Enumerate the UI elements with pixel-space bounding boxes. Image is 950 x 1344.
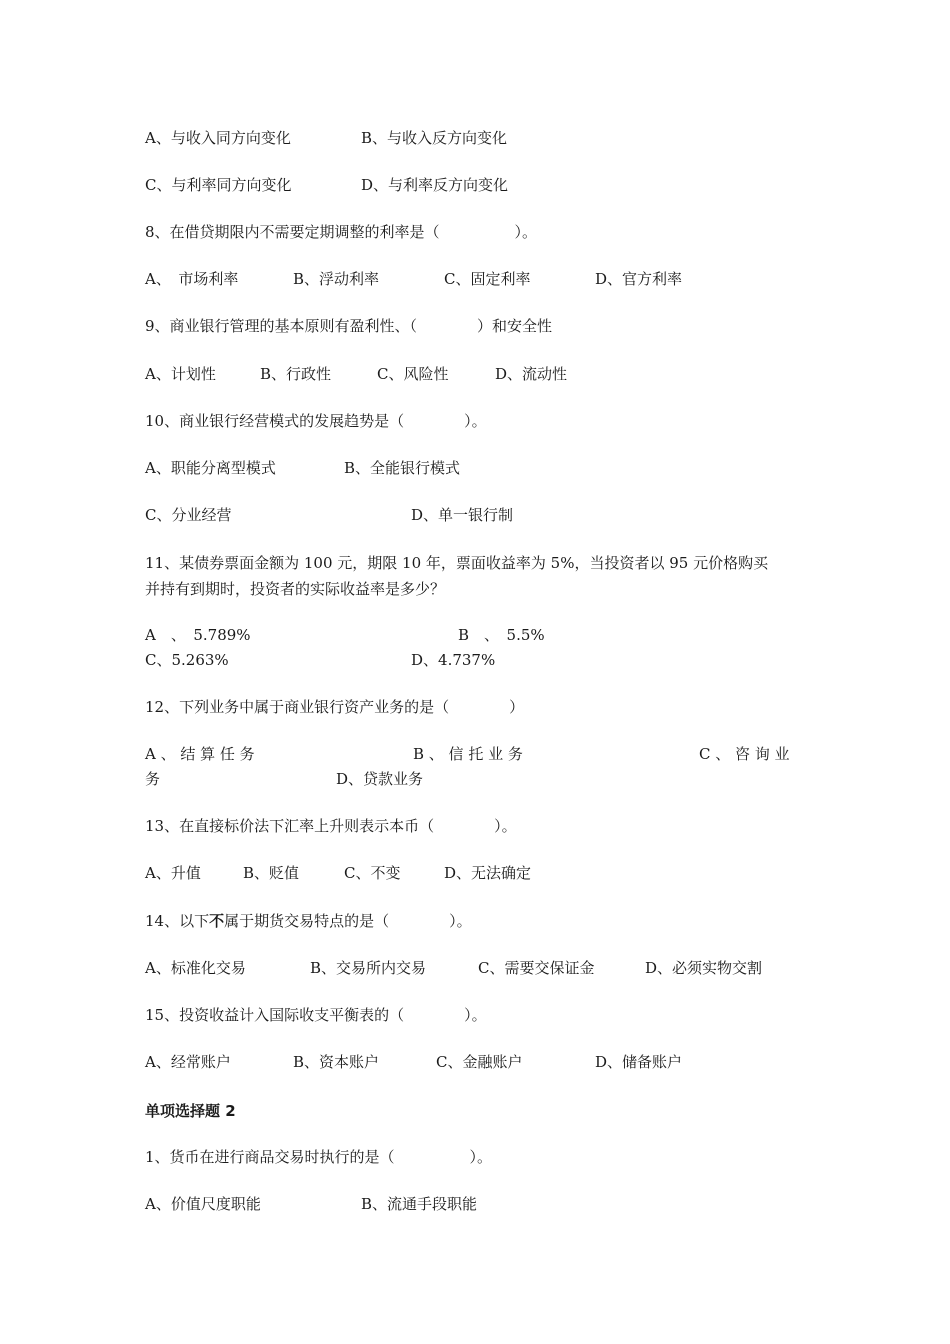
option-d: D、贷款业务 <box>336 770 424 788</box>
option-b: B 、 5.5% <box>458 626 545 644</box>
option-a: A、价值尺度职能 <box>145 1195 261 1213</box>
option-d: D、4.737% <box>411 651 496 669</box>
option-b: B、浮动利率 <box>293 270 380 288</box>
question-9: 9、商业银行管理的基本原则有盈利性、（ ）和安全性 <box>145 317 553 335</box>
option-d: D、与利率反方向变化 <box>361 176 509 194</box>
question-15: 15、投资收益计入国际收支平衡表的（ ）。 <box>145 1006 487 1024</box>
section-question-1: 1、货币在进行商品交易时执行的是（ ）。 <box>145 1148 493 1166</box>
option-a: A、标准化交易 <box>145 959 246 977</box>
option-b: B、贬值 <box>243 864 300 882</box>
option-c: C、分业经营 <box>145 506 232 524</box>
question-11-line-2: 并持有到期时，投资者的实际收益率是多少？ <box>145 580 446 598</box>
option-a: A、计划性 <box>145 365 216 383</box>
option-a: A、与收入同方向变化 <box>145 129 291 147</box>
option-c: C、风险性 <box>377 365 449 383</box>
option-c: C、固定利率 <box>444 270 531 288</box>
option-a: A、 市场利率 <box>145 270 239 288</box>
option-a: A 、 结 算 任 务 <box>145 745 255 763</box>
question-12: 12、下列业务中属于商业银行资产业务的是（ ） <box>145 698 525 716</box>
option-c: C 、 咨 询 业 <box>699 745 790 763</box>
option-d: D、单一银行制 <box>411 506 514 524</box>
option-d: D、必须实物交割 <box>645 959 763 977</box>
question-14-emphasis: 不 <box>209 912 225 930</box>
option-b: B、行政性 <box>260 365 332 383</box>
option-a: A、经常账户 <box>145 1053 231 1071</box>
option-d: D、无法确定 <box>444 864 532 882</box>
option-c: C、需要交保证金 <box>478 959 595 977</box>
option-b: B、资本账户 <box>293 1053 380 1071</box>
option-b: B 、 信 托 业 务 <box>413 745 523 763</box>
question-13: 13、在直接标价法下汇率上升则表示本币（ ）。 <box>145 817 517 835</box>
option-b: B、交易所内交易 <box>310 959 427 977</box>
question-14 <box>145 911 472 931</box>
question-10: 10、商业银行经营模式的发展趋势是（ ）。 <box>145 412 487 430</box>
option-c: C、金融账户 <box>436 1053 523 1071</box>
option-b: B、流通手段职能 <box>361 1195 478 1213</box>
option-c: C、与利率同方向变化 <box>145 176 292 194</box>
question-14-prefix: 14、以下 <box>145 912 210 930</box>
question-14-suffix: 属于期货交易特点的是（ ）。 <box>224 912 472 930</box>
option-c: C、不变 <box>344 864 401 882</box>
section-heading: 单项选择题 2 <box>145 1102 236 1120</box>
option-d: D、官方利率 <box>595 270 683 288</box>
option-b: B、与收入反方向变化 <box>361 129 508 147</box>
option-a: A 、 5.789% <box>145 626 251 644</box>
option-c-continued: 务 <box>145 770 161 788</box>
option-b: B、全能银行模式 <box>344 459 461 477</box>
option-c: C、5.263% <box>145 651 229 669</box>
question-11-line-1: 11、某债券票面金额为 100 元，期限 10 年，票面收益率为 5%，当投资者以 95 元价格购买 <box>145 554 769 572</box>
option-a: A、升值 <box>145 864 201 882</box>
option-d: D、流动性 <box>495 365 568 383</box>
question-8: 8、在借贷期限内不需要定期调整的利率是（ ）。 <box>145 223 538 241</box>
option-a: A、职能分离型模式 <box>145 459 276 477</box>
option-d: D、储备账户 <box>595 1053 683 1071</box>
